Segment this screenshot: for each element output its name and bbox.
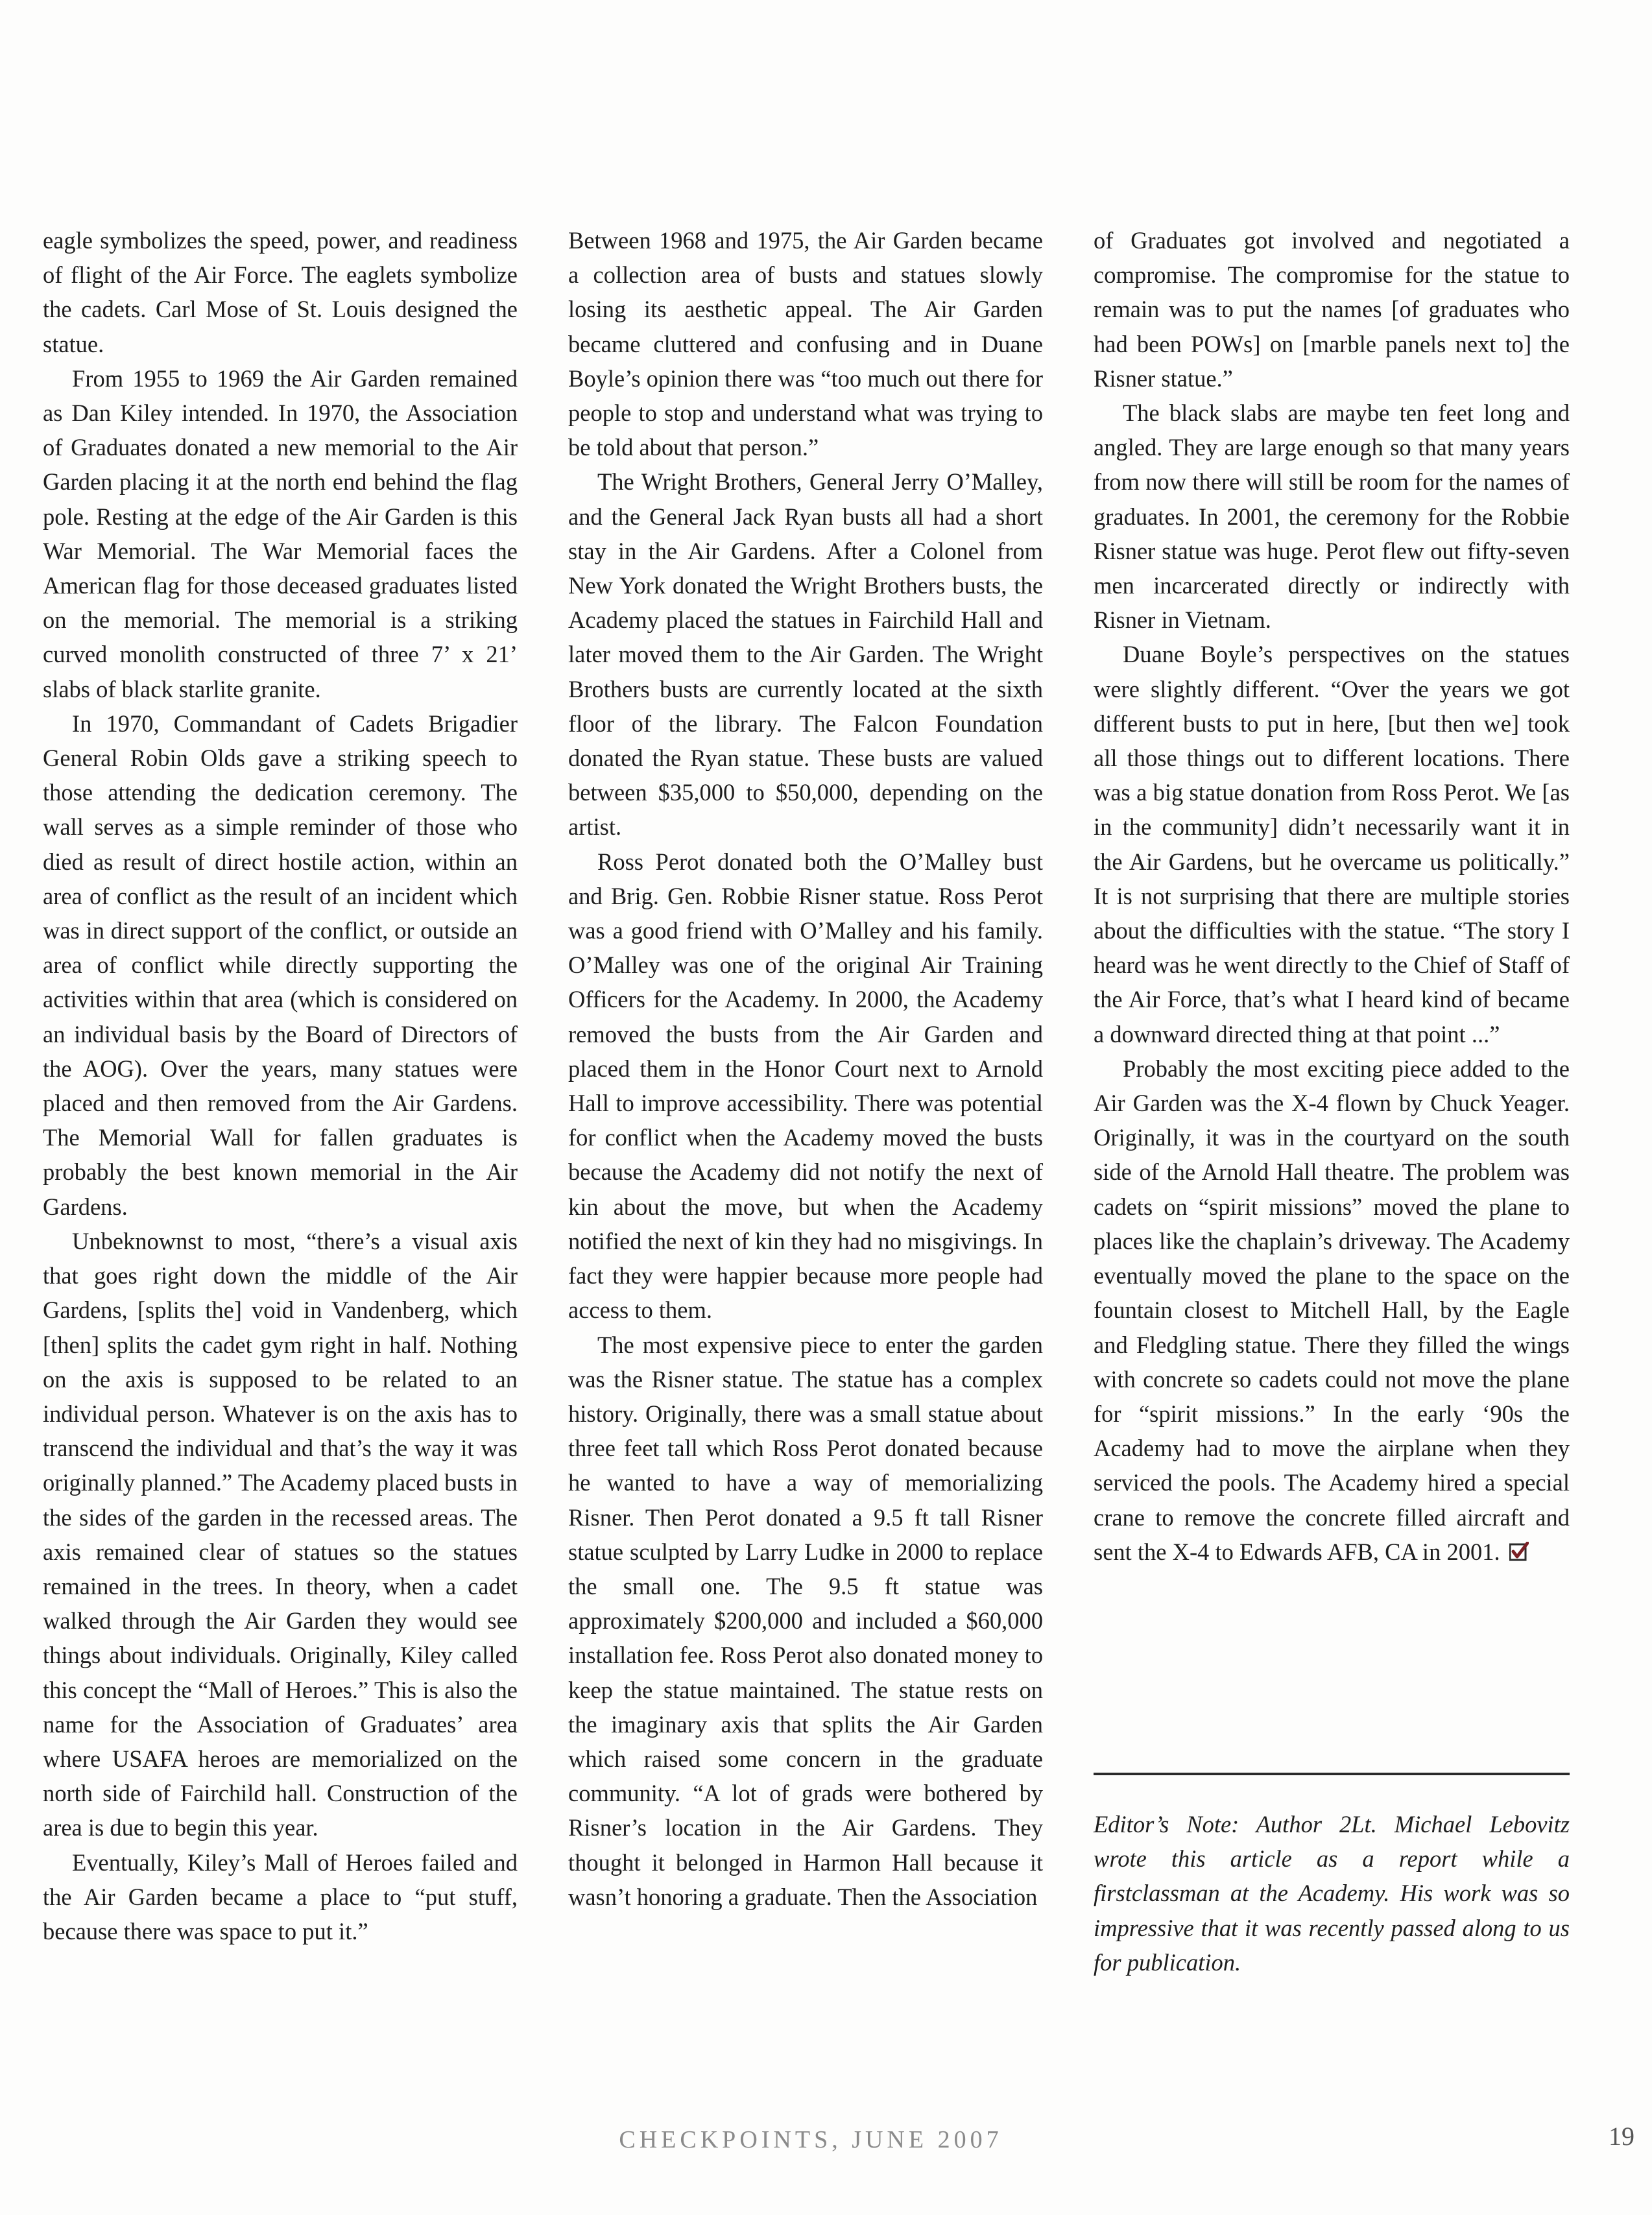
article-column-3 (1094, 223, 1570, 1569)
paragraph: The Wright Brothers, General Jerry O’Malley, and the General Jack Ryan busts all had a short stay in the Air Gardens. After a Colonel from New York donated the Wright Brothers busts, the Academy placed the statues in Fairchild Hall and later moved them to the Air Garden. The Wright Brothers busts are currently located at the sixth floor of the library. The Falcon Foundation donated the Ryan statue. These busts are valued between $35,000 to $50,000, depending on the artist. (568, 468, 1043, 841)
paragraph-text: Probably the most exciting piece added to the Air Garden was the X-4 flown by Chuck Yeager. Originally, it was in the courtyard on the south side of the Arnold Hall theatre. The problem was cadets on “spirit missions” moved the plane to places like the chaplain’s driveway. The Academy eventually moved the plane to the space on the fountain closest to Mitchell Hall, by the Eagle and Fledgling statue. There they filled the wings with concrete so cadets could not move the plane for “spirit missions.” In the early ‘90s the Academy had to move the airplane when they serviced the pools. The Academy hired a special crane to remove the concrete filled aircraft and sent the X-4 to Edwards AFB, CA in 2001. (1094, 1055, 1570, 1565)
paragraph: eagle symbolizes the speed, power, and readiness of flight of the Air Force. The eaglets symbolize the cadets. Carl Mose of St. Louis designed the statue. (43, 227, 518, 357)
article-column-2 (568, 223, 1043, 1914)
editors-note-divider (1094, 1773, 1570, 1775)
paragraph: The black slabs are maybe ten feet long and angled. They are large enough so that many years from now there will still be room for the names of graduates. In 2001, the ceremony for the Robbie Risner statue was huge. Perot flew out fifty-seven men incarcerated directly or indirectly with Risner in Vietnam. (1094, 400, 1570, 634)
paragraph: Duane Boyle’s perspectives on the statues were slightly different. “Over the years we got different busts to put in here, [but then we] took all those things out to different locations. There was a big statue donation from Ross Perot. We [as in the community] didn’t necessarily want it in the Air Gardens, but he overcame us politically.” It is not surprising that there are multiple stories about the difficulties with the statue. “The story I heard was he went directly to the Chief of Staff of the Air Force, that’s what I heard kind of became a downward directed thing at that point ...” (1094, 641, 1570, 1048)
checkmark-box-icon (1509, 1542, 1529, 1561)
publication-footer: CHECKPOINTS, JUNE 2007 (619, 2126, 1003, 2153)
paragraph: Between 1968 and 1975, the Air Garden became a collection area of busts and statues slowly losing its aesthetic appeal. The Air Garden became cluttered and confusing and in Duane Boyle’s opinion there was “too much out there for people to stop and understand what was trying to be told about that person.” (568, 227, 1043, 461)
paragraph: of Graduates got involved and negotiated a compromise. The compromise for the statue to remain was to put the names [of graduates who had been POWs] on [marble panels next to] the Risner statue.” (1094, 227, 1570, 392)
editors-note: Editor’s Note: Author 2Lt. Michael Lebovitz wrote this article as a report while a firstclassman at the Academy. His work was so impressive that it was recently passed along to us for publication. (1094, 1811, 1570, 1976)
paragraph: Eventually, Kiley’s Mall of Heroes failed and the Air Garden became a place to “put stuff, because there was space to put it.” (43, 1849, 518, 1945)
paragraph: Unbeknownst to most, “there’s a visual axis that goes right down the middle of the Air Gardens, [splits the] void in Vandenberg, which [then] splits the cadet gym right in half. Nothing on the axis is supposed to be related to an individual person. Whatever is on the axis has to transcend the individual and that’s the way it was originally planned.” The Academy placed busts in the sides of the garden in the recessed areas. The axis remained clear of statues so the statues remained in the trees. In theory, when a cadet walked through the Air Garden they would see things about individuals. Originally, Kiley called this concept the “Mall of Heroes.” This is also the name for the Association of Graduates’ area where USAFA heroes are memorialized on the north side of Fairchild hall. Construction of the area is due to begin this year. (43, 1227, 518, 1841)
paragraph: Ross Perot donated both the O’Malley bust and Brig. Gen. Robbie Risner statue. Ross Perot was a good friend with O’Malley and his family. O’Malley was one of the original Air Training Officers for the Academy. In 2000, the Academy removed the busts from the Air Garden and placed them in the Honor Court next to Arnold Hall to improve accessibility. There was potential for conflict when the Academy moved the busts because the Academy did not notify the next of kin about the move, but when the Academy notified the next of kin they had no misgivings. In fact they were happier because more people had access to them. (568, 848, 1043, 1324)
paragraph: The most expensive piece to enter the garden was the Risner statue. The statue has a complex history. Originally, there was a small statue about three feet tall which Ross Perot donated because he wanted to have a way of memorializing Risner. Then Perot donated a 9.5 ft tall Risner statue sculpted by Larry Ludke in 2000 to replace the small one. The 9.5 ft statue was approximately $200,000 and included a $60,000 installation fee. Ross Perot also donated money to keep the statue maintained. The statue rests on the imaginary axis that splits the Air Garden which raised some concern in the graduate community. “A lot of grads were bothered by Risner’s location in the Air Gardens. They thought it belonged in Harmon Hall because it wasn’t honoring a graduate. Then the Association (568, 1331, 1043, 1910)
final-paragraph (1094, 1051, 1570, 1569)
paragraph: From 1955 to 1969 the Air Garden remained as Dan Kiley intended. In 1970, the Association of Graduates donated a new memorial to the Air Garden placing it at the north end behind the flag pole. Resting at the edge of the Air Garden is this War Memorial. The War Memorial faces the American flag for those deceased graduates listed on the memorial. The memorial is a striking curved monolith constructed of three 7’ x 21’ slabs of black starlite granite. (43, 365, 518, 702)
article-column-1 (43, 223, 518, 1948)
page-number: 19 (1609, 2122, 1634, 2151)
paragraph: In 1970, Commandant of Cadets Brigadier General Robin Olds gave a striking speech to those attending the dedication ceremony. The wall serves as a simple reminder of those who died as result of direct hostile action, within an area of conflict as the result of an incident which was in direct support of the conflict, or outside an area of conflict while directly supporting the activities within that area (which is considered on an individual basis by the Board of Directors of the AOG). Over the years, many statues were placed and then removed from the Air Gardens. The Memorial Wall for fallen graduates is probably the best known memorial in the Air Gardens. (43, 710, 518, 1220)
